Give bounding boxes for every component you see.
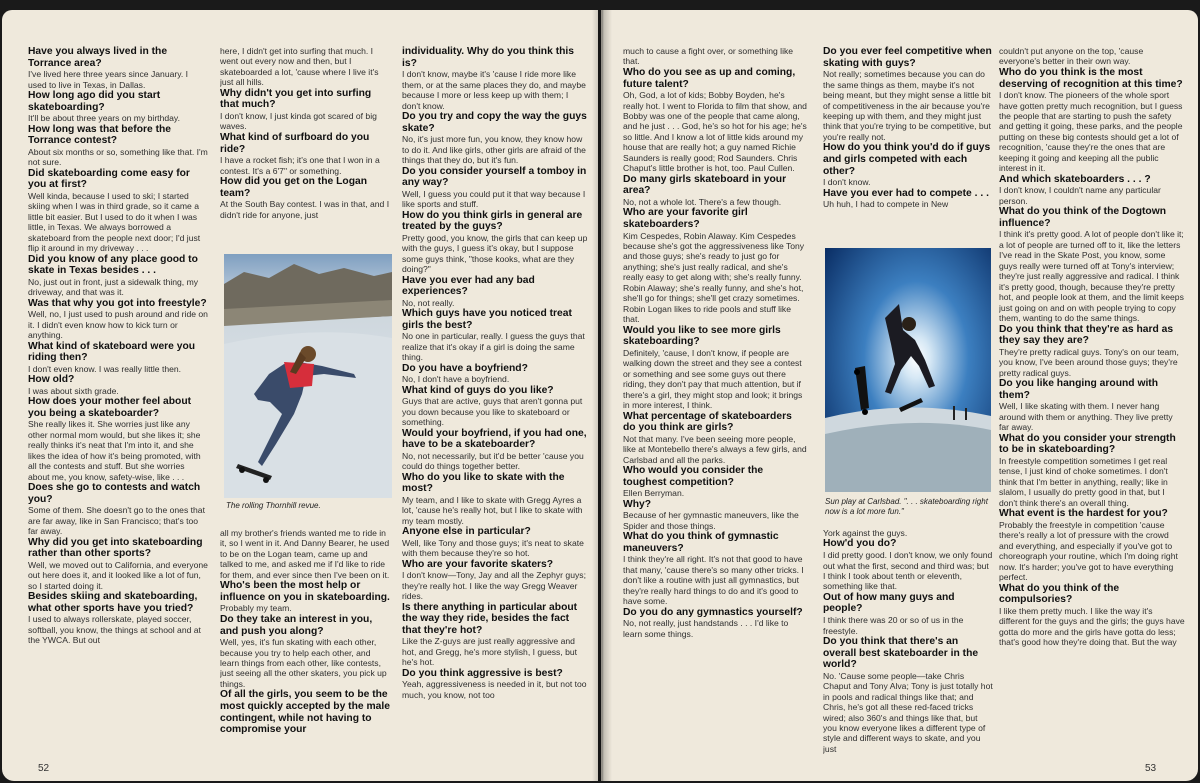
interview-question: Do you consider yourself a tomboy in any way?	[402, 165, 587, 189]
left-column-2-top	[220, 46, 390, 250]
interview-question: Have you ever had to compete . . .	[823, 187, 989, 199]
interview-question: What do you think of gymnastic maneuvers?	[623, 531, 779, 554]
left-column-3	[402, 46, 588, 758]
interview-question: Why didn't you get into surfing that much?	[220, 87, 372, 111]
right-column-2-top	[823, 46, 993, 246]
interview-question: How do you think you'd do if guys and girls competed with each other?	[823, 142, 991, 177]
interview-answer: No, not really, just handstands . . . I'd like to learn some things.	[623, 618, 789, 639]
interview-answer: I've lived here three years since January. I used to live in Texas, in Dallas.	[28, 69, 189, 90]
interview-answer: Probably the freestyle in competition 'cause there's really a lot of pressure with the crowd and everything, and especially if you've got to choreograph your routine, which I'm doing right now. It's harder; you've got to have everything perfect.	[999, 519, 1178, 583]
interview-answer: I don't even know. I was really little then.	[28, 363, 182, 374]
interview-answer: Pretty good, you know, the girls that can keep up with the guys, I guess it's okay, but I suppose some guys think, "those kooks, what are they doing?"	[402, 232, 588, 275]
interview-question: How did you get on the Logan team?	[220, 176, 368, 199]
interview-answer: No, it's just more fun, you know, they know how to do it. And like girls, other girls are afraid of the things that they do, but it's fun.	[402, 134, 586, 166]
interview-answer: Well kinda, because I used to ski; I started skiing when I was in third grade, so it came a little bit easier. But I used to do it when I was little, in Texas. We always borrowed a skateboard from the people next door; I'd just flip it around in my driveway . . .	[28, 190, 201, 254]
right-photo-caption: Sun play at Carlsbad. ". . . skateboarding right now is a lot more fun."	[825, 497, 988, 516]
interview-answer: Well, like Tony and those guys; it's neat to skate with them because they're so hot.	[402, 537, 584, 559]
interview-answer: Not really; sometimes because you can do the same things as them, maybe it's not being meant, but they might sense a little bit of competitiveness in the air because you're keeping up with them, and they might just think that you're trying to be competitive, but you're really not.	[823, 69, 991, 142]
interview-question: How old?	[28, 374, 75, 386]
left-photo-caption: The rolling Thornhill revue.	[226, 501, 321, 510]
interview-question: Have you ever had any bad experiences?	[402, 274, 535, 298]
interview-question: Do you do any gymnastics yourself?	[623, 606, 803, 618]
interview-question: Do they take an interest in you, and push you along?	[220, 613, 373, 637]
interview-question: What kind of guys do you like?	[402, 384, 554, 396]
interview-question: How does your mother feel about you being a skateboarder?	[28, 396, 192, 419]
interview-answer: I used to always rollerskate, played soccer, softball, you know, the things at school and at the YWCA. But out	[28, 614, 201, 646]
interview-answer: here, I didn't get into surfing that much. I went out every now and then, but I skateboarded a lot, 'cause where I live it's just all hills.	[220, 46, 379, 88]
left-column-1	[28, 46, 208, 758]
interview-question: Who are your favorite girl skateboarders?	[623, 207, 748, 230]
interview-question: individuality. Why do you think this is?	[402, 46, 574, 69]
interview-question: Which guys have you noticed treat girls the best?	[402, 308, 572, 331]
interview-answer: No, not a whole lot. There's a few though.	[623, 196, 782, 207]
left-column-2-bottom	[220, 528, 390, 758]
interview-question: What kind of surfboard do you ride?	[220, 131, 370, 155]
interview-question: Have you always lived in the Torrance area?	[28, 46, 168, 69]
interview-answer: couldn't put anyone on the top, 'cause everyone's better in their own way.	[999, 46, 1144, 67]
interview-question: What do you think of the compulsories?	[999, 582, 1120, 606]
right-page	[601, 10, 1198, 781]
interview-question: What kind of skateboard were you riding then?	[28, 340, 196, 364]
interview-answer: I think it's pretty good. A lot of people don't like it; a lot of people are turned off to it, like the letters I've read in the Skate Post, you know, some guys really were turned off at Tony's interview; they're just really aggressive and radical. I think it's pretty good, though, because they're pretty hot, and people look at them, and the limit keeps just going on and on with people trying to copy them, wanting to do the same things.	[999, 229, 1184, 324]
interview-answer: No. 'Cause some people—take Chris Chaput and Tony Alva; Tony is just totally hot in pools and radical things like that; and Chris, he's got all these red-faced tricks wired; also 360's and things like that, but you know everyone likes a different type of style and different ways to skate, and you just	[823, 670, 993, 754]
spine-shadow	[592, 10, 612, 781]
interview-answer: In freestyle competition sometimes I get real tense, I just kind of choke sometimes. I don't think that I'm better in anything, really; like in slalom, I usually do pretty good in that, but I don't think there's an overall thing.	[999, 455, 1168, 508]
interview-answer: I don't know, I just kinda got scared of big waves.	[220, 111, 377, 132]
interview-question: What event is the hardest for you?	[999, 508, 1168, 520]
interview-answer: It'll be about three years on my birthday.	[28, 113, 180, 124]
skateboarder-image	[224, 254, 392, 498]
interview-question: What do you consider your strength to be in skateboarding?	[999, 432, 1176, 456]
interview-answer: My team, and I like to skate with Gregg Ayres a lot, 'cause he's really hot, but I like to skate with my team mostly.	[402, 494, 583, 526]
interview-answer: I don't know, I couldn't name any particular person.	[999, 185, 1161, 206]
interview-answer: I have a rocket fish; it's one that I won in a contest. It's a 6'7" or something.	[220, 155, 380, 176]
interview-question: Do you think aggressive is best?	[402, 667, 563, 679]
interview-answer: Yeah, aggressiveness is needed in it, but not too much, you know, not too	[402, 679, 587, 700]
interview-answer: Probably my team.	[220, 603, 292, 614]
interview-answer: Not that many. I've been seeing more people, like at Montebello there's always a few girls, and Carlsbad and all the parks.	[623, 433, 807, 465]
interview-question: What do you think of the Dogtown influence?	[999, 206, 1167, 229]
interview-question: Is there anything in particular about the way they ride, besides the fact that they're hot?	[402, 601, 578, 636]
interview-answer: I like them pretty much. I like the way it's different for the guys and the girls; the guys have gotta do more and the girls have gotta do less; that's good how they're doing that. But the way	[999, 605, 1185, 648]
left-page	[2, 10, 598, 781]
interview-question: Who's been the most help or influence on you in skateboarding.	[220, 580, 390, 603]
interview-answer: Definitely, 'cause, I don't know, if people are walking down the street and they see a contest or something and see some guys out there riding, they don't pay that much attention, but if there's a girl, they might stop and look; it brings in more interest, I think.	[623, 347, 803, 411]
interview-question: How'd you do?	[823, 538, 897, 550]
interview-question: Why did you get into skateboarding rather than other sports?	[28, 536, 203, 560]
interview-question: Do you ever feel competitive when skating with guys?	[823, 46, 992, 69]
interview-answer: I think they're all right. It's not that good to have that many, 'cause there's so many other tricks. I don't like a routine with just all gymnastics, but they're really hard things to do and it's good to have some.	[623, 554, 804, 607]
page-number-right: 53	[1145, 763, 1157, 774]
interview-answer: No, not necessarily, but it'd be better 'cause you could do things together better.	[402, 450, 584, 472]
interview-answer: all my brother's friends wanted me to ride in it, so I went in it. And Danny Bearer, he used to be on the Logan team, came up and talked to me, and asked me if I'd like to ride for them, and ever since then I've been on it.	[220, 528, 390, 580]
interview-question: Does she go to contests and watch you?	[28, 482, 201, 505]
interview-answer: She really likes it. She worries just like any other normal mom would, but she likes it; she really thinks it's neat that I'm into it, and she likes the idea of how it's being promoted, with all the contests and stuff. But she worries about me, you know, safety-wise, like . . .	[28, 419, 201, 482]
right-column-3	[999, 46, 1185, 758]
interview-question: Who do you see as up and coming, future talent?	[623, 66, 796, 90]
interview-question: And which skateboarders . . . ?	[999, 173, 1151, 185]
interview-question: Do you think that they're as hard as they say they are?	[999, 323, 1174, 347]
interview-question: Who would you consider the toughest competition?	[623, 465, 764, 488]
page-number-left: 52	[38, 763, 50, 774]
interview-answer: I don't know. The pioneers of the whole sport have gotten pretty much recognition, but I guess the people that are starting to push the safety and getting it going, these parks, and the people putting on these big contests should get a lot of recognition, 'cause they're the ones that are keeping it going and keeping all the public interest in it.	[999, 90, 1183, 174]
interview-question: Do many girls skateboard in your area?	[623, 173, 787, 197]
interview-answer: I was about sixth grade.	[28, 385, 119, 396]
interview-answer: I think there was 20 or so of us in the freestyle.	[823, 615, 964, 636]
interview-question: How long ago did you start skateboarding?	[28, 90, 161, 113]
interview-question: Was that why you got into freestyle?	[28, 297, 207, 309]
interview-question: Do you like hanging around with them?	[999, 378, 1159, 401]
interview-question: Besides skiing and skateboarding, what other sports have you tried?	[28, 591, 198, 614]
interview-answer: Some of them. She doesn't go to the ones that are far away, like in San Francisco; that's too far away.	[28, 505, 205, 537]
interview-answer: I did pretty good. I don't know, we only found out what the first, second and third was; but I think I took about tenth or eleventh, something like that.	[823, 550, 993, 592]
interview-question: Do you try and copy the way the guys skate?	[402, 111, 587, 134]
interview-answer: They're pretty radical guys. Tony's on our team, you know, I've been around those guys; they're pretty radical guys.	[999, 346, 1179, 378]
interview-question: Who do you think is the most deserving of recognition at this time?	[999, 66, 1183, 90]
interview-answer: No one in particular, really. I guess the guys that realize that it's okay if a girl is doing the same thing.	[402, 331, 585, 363]
interview-answer: About six months or so, something like that. I'm not sure.	[28, 146, 208, 168]
interview-answer: York against the guys.	[823, 528, 908, 538]
interview-answer: Well, no, I just used to push around and ride on it. I didn't even know how to kick turn or anything.	[28, 309, 208, 341]
interview-answer: much to cause a fight over, or something like that.	[623, 46, 794, 67]
interview-question: Anyone else in particular?	[402, 526, 531, 538]
interview-question: Would your boyfriend, if you had one, have to be a skateboarder?	[402, 427, 587, 451]
interview-answer: No, just out in front, just a sidewalk thing, my driveway, and that was it.	[28, 276, 199, 298]
interview-question: Would you like to see more girls skateboarding?	[623, 324, 781, 348]
interview-question: How do you think girls in general are treated by the guys?	[402, 209, 583, 233]
interview-answer: Ellen Berryman.	[623, 488, 685, 499]
right-column-2-bottom	[823, 528, 993, 758]
interview-answer: Well, I guess you could put it that way because I like sports and stuff.	[402, 188, 586, 210]
skateboarder-image	[825, 248, 991, 492]
interview-question: How long was that before the Torrance contest?	[28, 123, 172, 147]
interview-question: Who do you like to skate with the most?	[402, 471, 565, 495]
interview-answer: Well, yes, it's fun skating with each other, because you try to help each other, and learn things from each other, like contests, just seeing all the other skaters, you pick up things.	[220, 637, 387, 689]
interview-question: Of all the girls, you seem to be the most quickly accepted by the male contingent, while not having to compromise your	[220, 689, 390, 736]
interview-question: Who are your favorite skaters?	[402, 558, 554, 570]
interview-answer: Guys that are active, guys that aren't gonna put you down because you like to skateboard or something.	[402, 396, 583, 428]
interview-answer: No, I don't have a boyfriend.	[402, 374, 510, 385]
interview-answer: Well, we moved out to California, and everyone out here does it, and it looked like a lot of fun, so I started doing it.	[28, 559, 208, 591]
interview-answer: No, not really.	[402, 297, 455, 308]
interview-question: Do you think that there's an overall best skateboarder in the world?	[823, 635, 979, 671]
interview-answer: Because of her gymnastic maneuvers, like the Spider and those things.	[623, 510, 799, 531]
interview-answer: I don't know.	[823, 177, 871, 188]
interview-answer: Kim Cespedes, Robin Alaway. Kim Cespedes because she's got the aggressiveness like Tony and those guys; she's ready to just go for anything; she's just really radical, and she's really easy to get along with; she's really funny. Robin Alaway; she's really funny, and she's hot, she'll go for things; she'll get crazy sometimes. Robin Logan likes to ride pools and stuff like that.	[623, 230, 805, 325]
interview-question: Out of how many guys and people?	[823, 591, 955, 615]
interview-answer: Well, I like skating with them. I never hang around with them or anything. They live pretty far away.	[999, 401, 1173, 433]
interview-answer: I don't know—Tony, Jay and all the Zephyr guys; they're really hot. I like the way Gregg Weaver rides.	[402, 570, 586, 602]
interview-question: Why?	[623, 498, 652, 510]
carlsbad-photo	[825, 248, 991, 492]
interview-answer: I don't know, maybe it's 'cause I ride more like them, or at the same places they do, and maybe because I more or less keep up with them; I don't know.	[402, 69, 586, 111]
interview-answer: Uh huh, I had to compete in New	[823, 199, 949, 210]
interview-answer: At the South Bay contest. I was in that, and I didn't ride for anyone, just	[220, 199, 390, 220]
interview-question: What percentage of skateboarders do you think are girls?	[623, 410, 792, 434]
right-column-1	[623, 46, 807, 758]
interview-question: Did skateboarding come easy for you at first?	[28, 167, 190, 191]
interview-answer: Oh, God, a lot of kids; Bobby Boyden, he's really hot. I went to Florida to film that show, and Bobby was one of the people that came along, and he just . . . God, he's so hot for his age; he's so little. And I know a lot of little kids around my house that are really hot; a guy named Richie Saunders is really good; Rod Saunders. Chris Chaput's little brother is hot, too. Paul Cullen.	[623, 90, 807, 174]
interview-question: Did you know of any place good to skate in Texas besides . . .	[28, 253, 198, 277]
thornhill-photo	[224, 254, 392, 498]
interview-question: Do you have a boyfriend?	[402, 362, 528, 374]
interview-answer: Like the Z-guys are just really aggressive and hot, and Gregg, he's more stylish, I guess, but he's hot.	[402, 636, 578, 668]
